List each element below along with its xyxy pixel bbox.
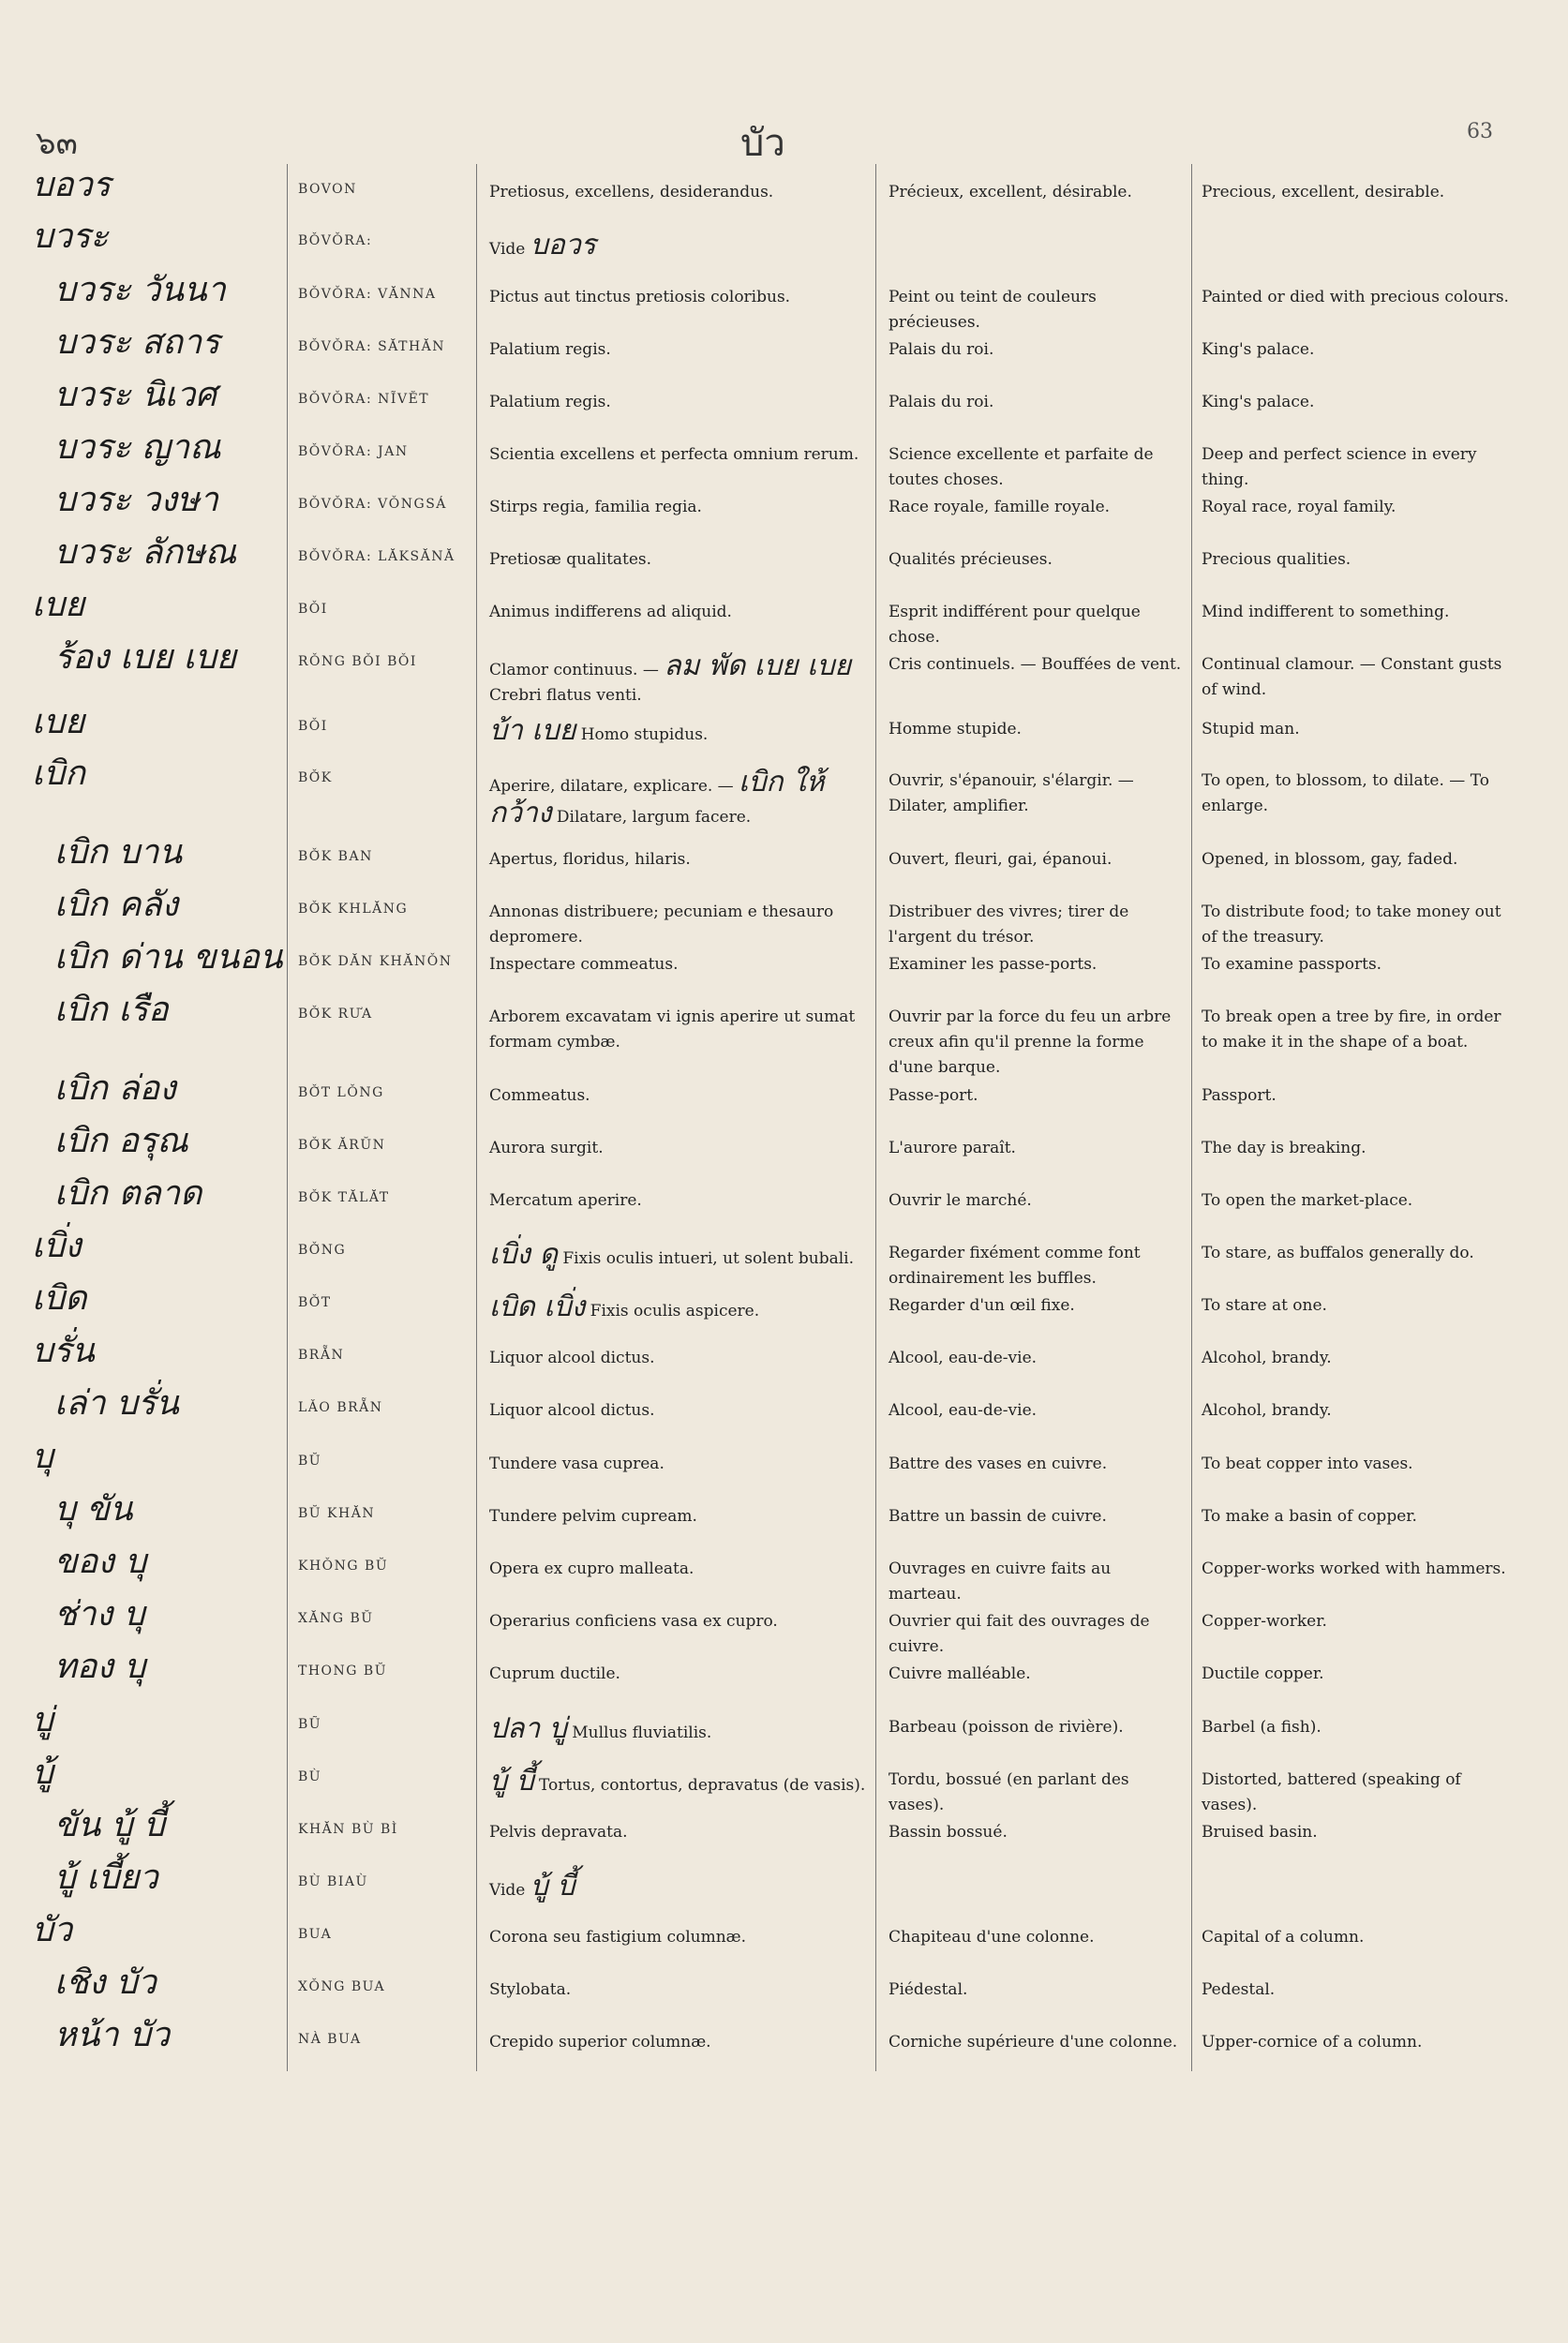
thai-headword: บุ ขัน [54,1490,133,1529]
latin-definition [489,714,870,748]
romanization: BǑ̆NG [298,1243,347,1258]
latin-text: Mullus fluviatilis. [572,1724,712,1742]
inline-thai-phrase: เบิก ให้ กว้าง [489,766,825,829]
latin-text: Palatium regis. [489,340,611,359]
thai-headword: บัว [32,1911,73,1949]
romanization: BǑ̆K BAN [298,849,373,864]
thai-headword: บวระ วงษา [54,481,218,519]
latin-text: Pelvis depravata. [489,1823,628,1842]
latin-definition [489,649,870,709]
thai-headword: เบิก ด่าน ขนอน [54,938,283,977]
thai-headword: เบย [32,586,85,624]
french-definition: Palais du roi. [889,340,994,359]
inline-thai-phrase: ปลา บู่ [489,1712,567,1745]
latin-definition [489,1925,870,1950]
thai-headword: บวระ วันนา [54,271,226,309]
latin-text: Apertus, floridus, hilaris. [489,850,691,869]
latin-definition [489,1662,870,1687]
column-divider [287,164,288,2071]
english-definition: To break open a tree by fire, in order to make it in the shape of a boat. [1202,1007,1501,1052]
latin-definition [489,1765,870,1798]
thai-headword: เบิก อรุณ [54,1122,188,1160]
latin-definition [489,1977,870,2003]
latin-definition [489,1870,870,1903]
latin-definition [489,285,870,310]
romanization: BUA [298,1927,333,1942]
romanization: BǑVǑRA: SĂTHĂN [298,339,446,354]
latin-definition [489,1293,870,1324]
french-definition: Homme stupide. [889,720,1022,739]
english-definition: Bruised basin. [1202,1823,1318,1842]
latin-text: Fixis oculis intueri, ut solent bubali. [562,1249,855,1268]
french-definition: Peint ou teint de couleurs précieuses. [889,288,1097,332]
latin-text: Commeatus. [489,1086,590,1105]
romanization: BǑ̆K [298,770,333,785]
romanization: BǑVǑRA: JAN [298,444,409,459]
english-definition: The day is breaking. [1202,1139,1366,1157]
romanization: BŬ KHĂN [298,1506,376,1521]
french-definition: Science excellente et parfaite de toutes choses. [889,445,1154,489]
romanization: BǑVǑRA: NĨVĔT [298,392,430,407]
latin-definition [489,2030,870,2055]
thai-headword: บวระ นิเวศ [54,376,217,414]
thai-headword: บู่ [32,1701,53,1739]
inline-thai-phrase: เบิ่ง ดู [489,1238,558,1271]
english-definition: Passport. [1202,1086,1277,1105]
french-definition: Ouvert, fleuri, gai, épanoui. [889,850,1113,869]
french-definition: Regarder d'un œil fixe. [889,1296,1075,1315]
english-definition: To stare, as buffalos generally do. [1202,1244,1474,1262]
english-definition: Royal race, royal family. [1202,498,1396,516]
thai-headword: บอวร [32,166,112,204]
thai-headword: บุ [32,1438,53,1476]
latin-definition [489,547,870,573]
romanization: BǑVǑRA: LĂKSĂNĂ [298,549,455,564]
thai-headword: เล่า บรั่น [54,1384,179,1423]
french-definition: Palais du roi. [889,393,994,411]
latin-definition [489,231,870,262]
latin-text: Homo stupidus. [580,725,709,744]
latin-text: Clamor continuus. — [489,661,659,679]
french-definition: Qualités précieuses. [889,550,1053,569]
latin-definition [489,390,870,415]
romanization: BǑ̆K DĂN KHĂNǑN [298,954,453,969]
romanization: BÙ [298,1769,322,1784]
french-definition: Race royale, famille royale. [889,498,1111,516]
thai-headword: เบิก ล่อง [54,1069,176,1108]
romanization: BǑVǑRA: [298,233,373,248]
french-definition: Piédestal. [889,1980,968,1999]
latin-definition [489,600,870,625]
latin-text: Stylobata. [489,1980,572,1999]
latin-text: Pretiosæ qualitates. [489,550,652,569]
romanization: BǑ̆K KHLĂNG [298,902,409,917]
romanization: BÙ BIAÙ [298,1874,368,1889]
latin-definition [489,1083,870,1109]
thai-headword: เบิก คลัง [54,886,179,924]
latin-text: Aperire, dilatare, explicare. — [489,777,734,796]
romanization: BǑ̆T [298,1295,332,1310]
english-definition: Copper-works worked with hammers. [1202,1560,1506,1578]
thai-headword: บวระ [32,217,109,256]
page-number-thai: ๖๓ [36,125,78,162]
romanization: LǍO BRẴN [298,1400,383,1415]
english-definition: Continual clamour. — Constant gusts of wind. [1202,655,1502,699]
french-definition: L'aurore paraît. [889,1139,1016,1157]
thai-headword: เบิก ตลาด [54,1174,202,1213]
romanization: THONG BŬ [298,1664,387,1679]
romanization: BǑVǑRA: VĂNNA [298,287,437,302]
latin-definition [489,1398,870,1424]
latin-text: Crepido superior columnæ. [489,2033,711,2052]
latin-definition [489,1005,870,1055]
french-definition: Distribuer des vivres; tirer de l'argent du trésor. [889,903,1129,947]
french-definition: Barbeau (poisson de rivière). [889,1718,1124,1737]
latin-text: Vide [489,240,526,259]
english-definition: Mind indifferent to something. [1202,603,1450,621]
inline-thai-phrase: บู้ บี้ [489,1765,534,1798]
thai-headword: บรั่น [32,1332,95,1370]
thai-headword: ร้อง เบย เบย [54,638,236,677]
romanization: BǑI [298,602,328,617]
latin-text: Mercatum aperire. [489,1191,642,1210]
french-definition: Regarder fixément comme font ordinairement les buffles. [889,1244,1141,1288]
inline-thai-phrase: ลม พัด เบย เบย [664,649,852,682]
thai-headword: ขัน บู้ บี้ [54,1806,165,1844]
english-definition: Distorted, battered (speaking of vases). [1202,1770,1461,1814]
latin-text: Vide [489,1881,526,1900]
french-definition: Cris continuels. — Bouffées de vent. [889,655,1182,674]
french-definition: Cuivre malléable. [889,1664,1031,1683]
french-definition: Passe-port. [889,1086,978,1105]
latin-text: Cuprum ductile. [489,1664,620,1683]
french-definition: Battre un bassin de cuivre. [889,1507,1107,1526]
latin-text: Arborem excavatam vi ignis aperire ut sumat formam cymbæ. [489,1007,856,1052]
english-definition: To stare at one. [1202,1296,1327,1315]
latin-definition [489,952,870,977]
french-definition: Bassin bossué. [889,1823,1008,1842]
english-definition: To open, to blossom, to dilate. — To enlarge. [1202,771,1489,815]
latin-definition [489,1557,870,1582]
english-definition: Precious qualities. [1202,550,1351,569]
latin-text: Tundere pelvim cupream. [489,1507,697,1526]
latin-text: Dilatare, largum facere. [556,808,752,827]
french-definition: Précieux, excellent, désirable. [889,183,1132,201]
thai-headword: บวระ สถาร [54,323,220,362]
french-definition: Ouvrir, s'épanouir, s'élargir. — Dilater, amplifier. [889,771,1134,815]
romanization: BǑ̆K RƯA [298,1007,373,1022]
english-definition: To examine passports. [1202,955,1382,974]
romanization: BǑ̆K ĂRŬN [298,1138,386,1153]
thai-headword: เบิก บาน [54,833,183,872]
romanization: KHǑNG BŬ [298,1559,389,1574]
latin-text: Tundere vasa cuprea. [489,1455,665,1473]
latin-definition [489,847,870,873]
latin-text: Tortus, contortus, depravatus (de vasis). [539,1776,866,1795]
english-definition: To open the market-place. [1202,1191,1413,1210]
french-definition: Ouvrir par la force du feu un arbre creux afin qu'il prenne la forme d'une barque. [889,1007,1172,1077]
french-definition: Esprit indifférent pour quelque chose. [889,603,1141,647]
latin-text: Pretiosus, excellens, desiderandus. [489,183,774,201]
thai-headword: เบิด [32,1279,87,1318]
latin-definition [489,1820,870,1845]
english-definition: To distribute food; to take money out of the treasury. [1202,903,1501,947]
latin-definition [489,1504,870,1530]
page-number: 63 [1467,120,1493,143]
french-definition: Alcool, eau-de-vie. [889,1349,1038,1367]
english-definition: Capital of a column. [1202,1928,1365,1947]
inline-thai-phrase: บู้ บี้ [530,1870,575,1903]
romanization: BRẴN [298,1348,345,1363]
romanization: NÀ BUA [298,2032,362,2047]
english-definition: King's palace. [1202,340,1315,359]
english-definition: To beat copper into vases. [1202,1455,1413,1473]
english-definition: Opened, in blossom, gay, faded. [1202,850,1458,869]
latin-text: Scientia excellens et perfecta omnium rerum. [489,445,859,464]
latin-text: Annonas distribuere; pecuniam e thesauro depromere. [489,903,834,947]
latin-definition [489,766,870,830]
thai-headword: หน้า บัว [54,2016,171,2054]
latin-definition [489,1188,870,1214]
english-definition: King's palace. [1202,393,1315,411]
thai-headword: เบิก เรือ [54,991,169,1029]
english-definition: Alcohol, brandy. [1202,1401,1332,1420]
thai-headword: เบิ่ง [32,1227,82,1265]
latin-definition [489,337,870,363]
latin-definition [489,1609,870,1634]
latin-text: Liquor alcool dictus. [489,1401,655,1420]
english-definition: Copper-worker. [1202,1612,1327,1631]
latin-text: Corona seu fastigium columnæ. [489,1928,747,1947]
english-definition: Precious, excellent, desirable. [1202,183,1445,201]
latin-text: Stirps regia, familia regia. [489,498,702,516]
french-definition: Chapiteau d'une colonne. [889,1928,1095,1947]
latin-text: Pictus aut tinctus pretiosis coloribus. [489,288,791,306]
english-definition: Deep and perfect science in every thing. [1202,445,1477,489]
thai-headword: บู้ เบี้ยว [54,1858,158,1897]
english-definition: Alcohol, brandy. [1202,1349,1332,1367]
latin-text: Aurora surgit. [489,1139,604,1157]
english-definition: To make a basin of copper. [1202,1507,1417,1526]
latin-definition [489,900,870,950]
thai-headword: เบย [32,703,85,741]
latin-definition [489,1712,870,1746]
latin-text: Crebri flatus venti. [489,686,642,705]
latin-text: Fixis oculis aspicere. [590,1302,760,1321]
english-definition: Pedestal. [1202,1980,1276,1999]
page-header-word: บัว [740,122,785,165]
inline-thai-phrase: เบิด เบิ่ง [489,1291,586,1323]
column-divider [476,164,477,2071]
romanization: BǑVǑRA: VǑNGSÁ [298,497,447,512]
latin-text: Palatium regis. [489,393,611,411]
french-definition: Ouvrier qui fait des ouvrages de cuivre. [889,1612,1150,1656]
inline-thai-phrase: บ้า เบย [489,714,576,747]
thai-headword: ช่าง บุ [54,1595,145,1634]
latin-text: Operarius conficiens vasa ex cupro. [489,1612,778,1631]
romanization: BǑ̆T LǑNG [298,1085,384,1100]
latin-definition [489,1238,870,1272]
romanization: RǑNG BǑI BǑI [298,654,417,669]
french-definition: Battre des vases en cuivre. [889,1455,1108,1473]
romanization: XĂNG BŬ [298,1611,374,1626]
romanization: BŬ [298,1454,322,1469]
thai-headword: เชิง บัว [54,1963,157,2002]
english-definition: Stupid man. [1202,720,1300,739]
thai-headword: บวระ ญาณ [54,428,221,467]
romanization: BǑ̆K TĂLĂT [298,1190,390,1205]
french-definition: Examiner les passe-ports. [889,955,1098,974]
inline-thai-phrase: บอวร [530,229,596,261]
english-definition: Ductile copper. [1202,1664,1324,1683]
latin-definition [489,180,870,205]
latin-definition [489,1136,870,1161]
thai-headword: บวระ ลักษณ [54,533,237,572]
romanization: KHĂN BÙ BÌ [298,1822,398,1837]
romanization: BOVON [298,182,357,197]
latin-definition [489,1452,870,1477]
latin-text: Inspectare commeatus. [489,955,679,974]
thai-headword: ของ บุ [54,1543,147,1581]
latin-definition [489,1346,870,1371]
french-definition: Ouvrir le marché. [889,1191,1032,1210]
latin-text: Liquor alcool dictus. [489,1349,655,1367]
romanization: XǑNG BUA [298,1979,386,1994]
english-definition: Upper-cornice of a column. [1202,2033,1423,2052]
latin-definition [489,442,870,468]
english-definition: Painted or died with precious colours. [1202,288,1509,306]
french-definition: Ouvrages en cuivre faits au marteau. [889,1560,1112,1604]
latin-definition [489,495,870,520]
column-divider [875,164,876,2071]
thai-headword: บู้ [32,1754,53,1792]
column-divider [1191,164,1192,2071]
french-definition: Corniche supérieure d'une colonne. [889,2033,1178,2052]
latin-text: Animus indifferens ad aliquid. [489,603,732,621]
french-definition: Tordu, bossué (en parlant des vases). [889,1770,1129,1814]
thai-headword: ทอง บุ [54,1648,146,1686]
french-definition: Alcool, eau-de-vie. [889,1401,1038,1420]
romanization: BŨ [298,1717,322,1732]
latin-text: Opera ex cupro malleata. [489,1560,694,1578]
thai-headword: เบิก [32,754,85,793]
romanization: BǑI [298,719,328,734]
english-definition: Barbel (a fish). [1202,1718,1322,1737]
